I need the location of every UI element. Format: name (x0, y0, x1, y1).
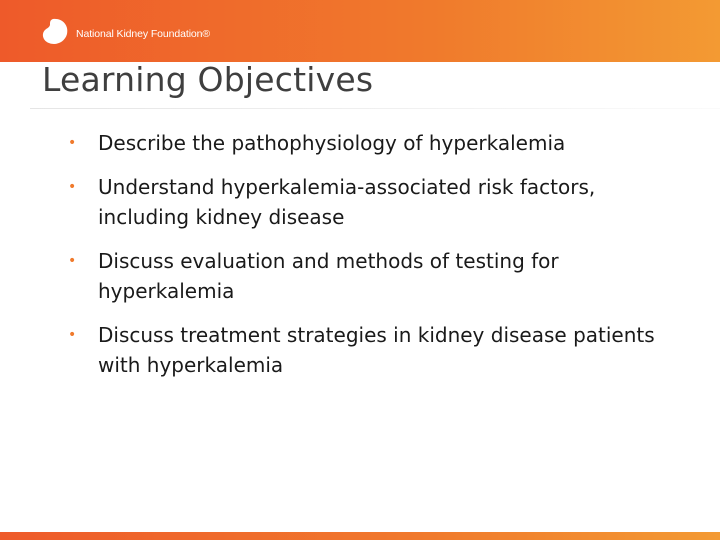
bullet-icon: • (68, 253, 77, 269)
list-item (68, 320, 688, 380)
footer-bar (0, 532, 720, 540)
bullet-icon: • (68, 327, 77, 343)
bullet-icon: • (68, 135, 77, 151)
list-item-text: Understand hyperkalemia-associated risk factors, including kidney disease (98, 175, 596, 229)
logo-text: National Kidney Foundation® (76, 28, 211, 40)
nkf-logo (38, 14, 210, 50)
bullet-icon: • (68, 179, 77, 195)
list-item-text: Discuss evaluation and methods of testing for hyperkalemia (98, 249, 559, 303)
title-divider (30, 108, 720, 109)
list-item (68, 246, 688, 306)
list-item-text: Discuss treatment strategies in kidney disease patients with hyperkalemia (98, 323, 655, 377)
list-item-text: Describe the pathophysiology of hyperkalemia (98, 131, 566, 155)
objectives-list (68, 128, 688, 394)
list-item (68, 128, 688, 158)
kidney-logo-icon (38, 15, 72, 49)
list-item (68, 172, 688, 232)
slide-title: Learning Objectives (42, 60, 374, 99)
